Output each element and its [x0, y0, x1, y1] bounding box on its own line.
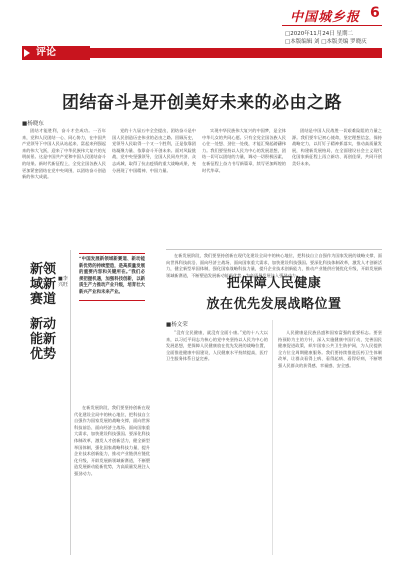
article1-byline: ■杨晓东: [22, 121, 44, 127]
article3-headline: [166, 273, 382, 315]
article1-column: 实现中华民族伟大复兴的中国梦，是全体中华儿女的共同心愿。只有全党全国各族人民心往一处想、劲往一处使，才能汇聚起磅礴伟力。我们要坚持以人民为中心的发展思想，团结一切可以团结的力量，调动一切积极因素，在新征程上奋力书写新篇章，续写更加辉煌的时代华章。: [202, 128, 286, 173]
article2-continued: 在新发展阶段，我们要坚持创新在现代化建设全局中的核心地位，把科技自立自强作为国家发展的战略支撑，面向世界科技前沿、面向经济主战场、面向国家重大需求，加快建设科技强国。要深化科技体制改革，激发人才创新活力，健全新型举国体制，强化国家战略科技力量，提升企业技术创新能力，推动产业链供应链优化升级，开辟发展新领域新赛道，不断塑造发展新动能新优势，为高质量发展注入强劲动力。: [166, 253, 382, 278]
page-header: [0, 0, 400, 58]
article3-column: “没有全民健康，就没有全面小康。”党的十八大以来，以习近平同志为核心的党中央坚持以人民为中心的发展思想，把保障人民健康放在优先发展的战略位置，全面推进健康中国建设，人民健康水平持续提高，医疗卫生服务体系日益完善。: [166, 330, 268, 362]
pull-quote-text: “中国发展新领域新赛道、新动能新优势的持续塑造，是高质量发展的重要内容和关键所在。”我们必须把握机遇，加强科技创新，以新质生产力推动产业升级，培育壮大新兴产业和未来产业。: [79, 257, 145, 295]
article3-headline-line2: 放在优先发展战略位置: [206, 297, 342, 312]
article2-byline: ■李兴旺: [58, 276, 69, 288]
issue-date: □2020年11月24日 星期二: [285, 31, 353, 37]
article2-title-line2: 新动能新优势: [30, 317, 57, 362]
article1-column: 团结是中国人民战胜一切艰难险阻的力量之源。我们要牢记初心使命，坚定理想信念，保持战略定力，以钉钉子精神抓落实，推动高质量发展，构建新发展格局，在全面建设社会主义现代化国家新征程上再立新功、再创佳绩，共同开创美好未来。: [292, 128, 382, 166]
article2-title-line1: 新领域新赛道: [30, 262, 57, 307]
column-divider: [70, 250, 71, 555]
article1-column: 团结才能胜利，奋斗才会成功。一百年来，党和人民团结一心、同心协力，在中国共产党领导下中国人民从站起来、富起来到强起来的伟大飞跃，迎来了中华民族伟大复兴的光明前景。这是中国共产党和中国人民团结奋斗的结果。新时代新征程上，全党全国各族人民更加紧密团结在党中央周围，以团结奋斗创造新的伟大成就。: [22, 128, 106, 180]
article1-column: 党的十九届五中全会提出，团结奋斗是中国人民创造历史伟业的必由之路。回顾历史，党领导人民取得一个又一个胜利，正是依靠团结凝聚力量、依靠奋斗开创未来。面对风险挑战，党中央坚强领导，全国人民同舟共济、众志成城，取得了抗击疫情的重大战略成果，充分展现了中国精神、中国力量。: [112, 128, 196, 173]
section-divider: [166, 249, 382, 250]
article3-headline-line1: 把保障人民健康: [226, 276, 322, 291]
main-headline: 团结奋斗是开创美好未来的必由之路: [62, 93, 342, 113]
column-divider: [272, 320, 273, 555]
page-number: 6: [370, 5, 380, 21]
quote-rule-bottom: [79, 300, 145, 301]
header-rule: [282, 25, 382, 26]
newspaper-name: 中国城乡报: [290, 10, 361, 25]
editor-credits: □本版编辑 刘 □本版美编 罗晓庆: [285, 39, 367, 45]
tag-arrow-icon: [24, 49, 30, 57]
pull-quote: [74, 253, 150, 403]
article2-body: 在新发展阶段，我们要坚持创新在现代化建设全局中的核心地位，把科技自立自强作为国家发展的战略支撑，面向世界科技前沿、面向经济主战场、面向国家重大需求，加快建设科技强国。要深化科技体制改革，激发人才创新活力，健全新型举国体制，强化国家战略科技力量，提升企业技术创新能力，推动产业链供应链优化升级，开辟发展新领域新赛道，不断塑造发展新动能新优势，为高质量发展注入强劲动力。: [74, 405, 150, 476]
article3-byline: ■杨文荣: [166, 322, 188, 328]
section-tag: 评论: [22, 46, 90, 60]
article3-column: 人民健康是民族昌盛和国家富强的重要标志。要坚持预防为主的方针，深入实施健康中国行动，完善国民健康促进政策，织牢国家公共卫生防护网，为人民提供全方位全周期健康服务。我们要持续推进医药卫生体制改革，让群众看得上病、看得起病、看得好病，不断增强人民群众的获得感、幸福感、安全感。: [278, 330, 382, 368]
article2-title: [30, 262, 58, 362]
